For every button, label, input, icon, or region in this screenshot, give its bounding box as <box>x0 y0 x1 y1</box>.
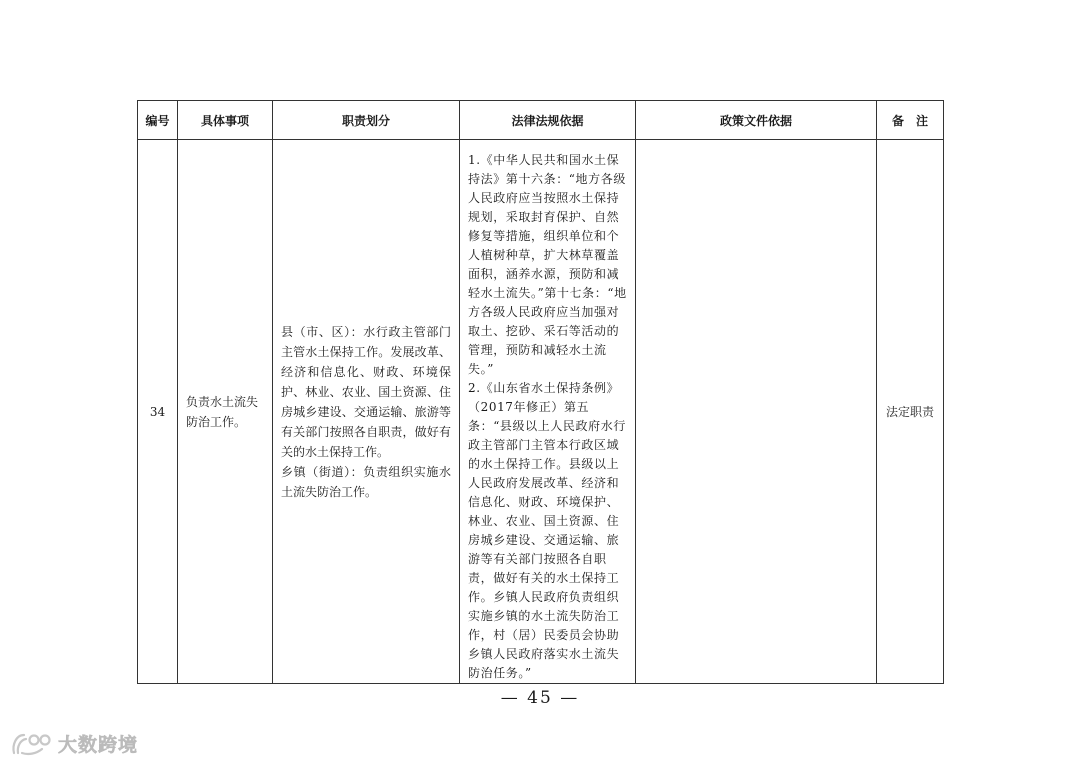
table-header-row <box>138 101 944 140</box>
row-law <box>460 140 636 684</box>
header-duty: 职责划分 <box>273 101 460 140</box>
row-number: 34 <box>138 140 178 684</box>
duty-county: 县（市、区）：水行政主管部门主管水土保持工作。发展改革、经济和信息化、财政、环境保护、林业、农业、国土资源、住房城乡建设、交通运输、旅游等有关部门按照各自职责，做好有关的水土保持工作。 <box>281 324 451 459</box>
header-item: 具体事项 <box>178 101 273 140</box>
row-item: 负责水土流失防治工作。 <box>178 140 273 684</box>
row-note: 法定职责 <box>877 140 944 684</box>
row-duty <box>273 140 460 684</box>
responsibility-table <box>137 100 944 684</box>
watermark-text: 大数跨境 <box>58 734 139 756</box>
law-national: 1.《中华人民共和国水土保持法》第十六条：“地方各级人民政府应当按照水土保持规划，采取封育保护、自然修复等措施，组织单位和个人植树种草，扩大林草覆盖面积，涵养水源，预防和减轻水土流失。”第十七条：“地方各级人民政府应当加强对取土、挖砂、采石等活动的管理，预防和减轻水土流失。” <box>468 153 627 376</box>
duty-township: 乡镇（街道）：负责组织实施水土流失防治工作。 <box>281 464 451 499</box>
law-provincial: 2.《山东省水土保持条例》（2017年修正）第五条：“县级以上人民政府水行政主管部门主管本行政区域的水土保持工作。县级以上人民政府发展改革、经济和信息化、财政、环境保护、林业、农业、国土资源、住房城乡建设、交通运输、旅游等有关部门按照各自职责，做好有关的水土保持工作。乡镇人民政府负责组织实施乡镇的水土流失防治工作，村（居）民委员会协助乡镇人民政府落实水土流失防治任务。” <box>468 381 626 680</box>
row-policy <box>636 140 877 684</box>
table-row <box>138 140 944 684</box>
header-policy: 政策文件依据 <box>636 101 877 140</box>
header-number: 编号 <box>138 101 178 140</box>
header-law: 法律法规依据 <box>460 101 636 140</box>
header-note: 备 注 <box>877 101 944 140</box>
page-number: — 45 — <box>500 688 580 708</box>
logo-icon <box>10 731 52 757</box>
watermark <box>10 730 138 757</box>
